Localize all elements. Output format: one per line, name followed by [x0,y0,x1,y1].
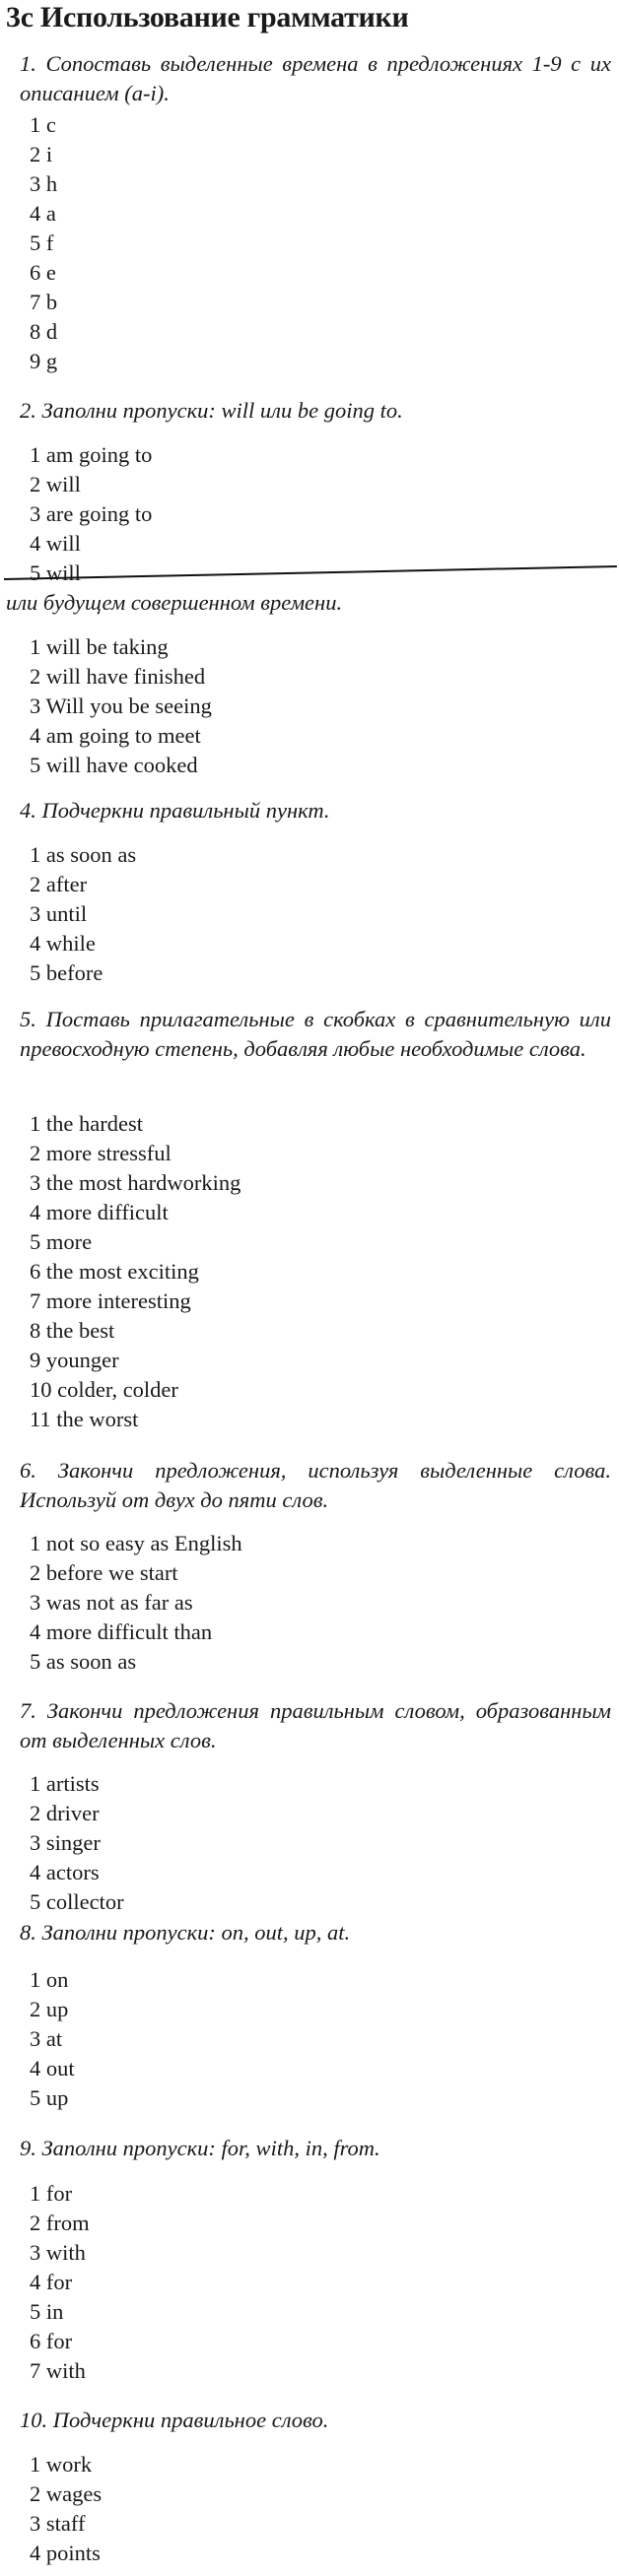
section-4-answers [30,840,136,988]
answer-item: 3 at [30,2026,63,2051]
answer-item: 1 on [30,1967,69,1992]
answer-item: 3 staff [30,2511,86,2536]
answer-item: 2 from [30,2211,90,2235]
answer-item: 7 with [30,2358,86,2383]
section-3-instruction: или будущем совершенном времени. [6,590,343,615]
answer-item: 11 the worst [30,1407,139,1431]
answer-item: 3 was not as far as [30,1590,193,1615]
answer-item: 2 will have finished [30,664,206,689]
section-10-answers [30,2450,102,2568]
section-10-instruction: 10. Подчеркни правильное слово. [20,2408,329,2432]
answer-item: 5 collector [30,1889,124,1914]
answer-item: 1 am going to [30,442,153,467]
answer-item: 2 i [30,142,53,166]
answer-item: 4 a [30,201,56,226]
answer-item: 2 before we start [30,1560,178,1585]
answer-item: 4 more difficult than [30,1619,213,1644]
answer-item: 5 up [30,2085,69,2110]
section-8-answers [30,1965,75,2113]
answer-item: 3 h [30,171,58,196]
answer-item: 6 for [30,2329,73,2353]
answer-item: 9 g [30,349,58,373]
section-7-answers [30,1769,124,1917]
section-9-answers [30,2179,90,2386]
answer-item: 4 am going to meet [30,723,201,748]
answer-item: 6 the most exciting [30,1259,199,1284]
section-2-answers [30,440,152,588]
answer-item: 4 more difficult [30,1200,169,1224]
page-title: 3c Использование грамматики [6,1,409,33]
answer-item: 1 for [30,2181,73,2206]
answer-item: 8 the best [30,1318,115,1343]
section-5-answers [30,1109,241,1434]
answer-item: 1 the hardest [30,1111,143,1136]
answer-item: 2 wages [30,2481,103,2506]
section-2-instruction: 2. Заполни пропуски: will или be going to. [20,398,403,423]
answer-item: 5 will have cooked [30,753,198,777]
section-6-answers [30,1529,242,1677]
section-7-instruction: 7. Закончи предложения правильным словом, образованным от выделенных слов. [20,1698,611,1752]
answer-item: 3 singer [30,1830,101,1855]
answer-item: 4 points [30,2541,101,2565]
section-5-instruction: 5. Поставь прилагательные в скобках в сравнительную или превосходную степень, добавляя любые необходимые слова. [20,1007,611,1061]
answer-item: 5 in [30,2299,64,2324]
answer-item: 2 after [30,872,88,896]
answer-item: 4 for [30,2270,73,2294]
answer-item: 1 artists [30,1771,100,1796]
answer-item: 4 actors [30,1860,100,1884]
answer-item: 3 are going to [30,501,153,526]
answer-item: 3 the most hardworking [30,1170,241,1195]
answer-item: 8 d [30,319,58,344]
answer-item: 5 before [30,960,103,985]
answer-item: 3 until [30,901,88,926]
answer-item: 2 driver [30,1801,100,1825]
answer-item: 2 up [30,1997,69,2021]
answer-item: 2 more stressful [30,1141,172,1165]
answer-item: 1 as soon as [30,842,137,867]
answer-item: 1 not so easy as English [30,1531,242,1555]
answer-item: 2 will [30,472,81,496]
answer-item: 7 b [30,290,58,314]
answer-item: 9 younger [30,1348,119,1372]
answer-item: 5 more [30,1229,93,1254]
answer-item: 4 while [30,931,96,956]
answer-item: 4 out [30,2056,75,2081]
section-3-answers [30,632,212,780]
answer-item: 6 e [30,260,56,285]
section-1-answers [30,110,57,376]
section-8-instruction: 8. Заполни пропуски: on, out, up, at. [20,1920,351,1945]
answer-item: 3 Will you be seeing [30,694,212,718]
answer-item: 4 will [30,531,81,556]
section-6-instruction: 6. Закончи предложения, используя выделенные слова. Используй от двух до пяти слов. [20,1458,611,1512]
answer-item: 1 work [30,2452,93,2477]
answer-item: 5 f [30,231,54,255]
answer-item: 5 as soon as [30,1649,137,1674]
answer-item: 1 will be taking [30,634,169,659]
answer-item: 3 with [30,2240,86,2265]
answer-item: 10 colder, colder [30,1377,178,1402]
section-9-instruction: 9. Заполни пропуски: for, with, in, from. [20,2136,380,2160]
section-4-instruction: 4. Подчеркни правильный пункт. [20,798,330,823]
section-1-instruction: 1. Сопоставь выделенные времена в предложениях 1-9 с их описанием (a-i). [20,51,611,105]
answer-item: 1 c [30,112,56,137]
answer-item: 5 will [30,561,81,585]
answer-item: 7 more interesting [30,1288,191,1313]
